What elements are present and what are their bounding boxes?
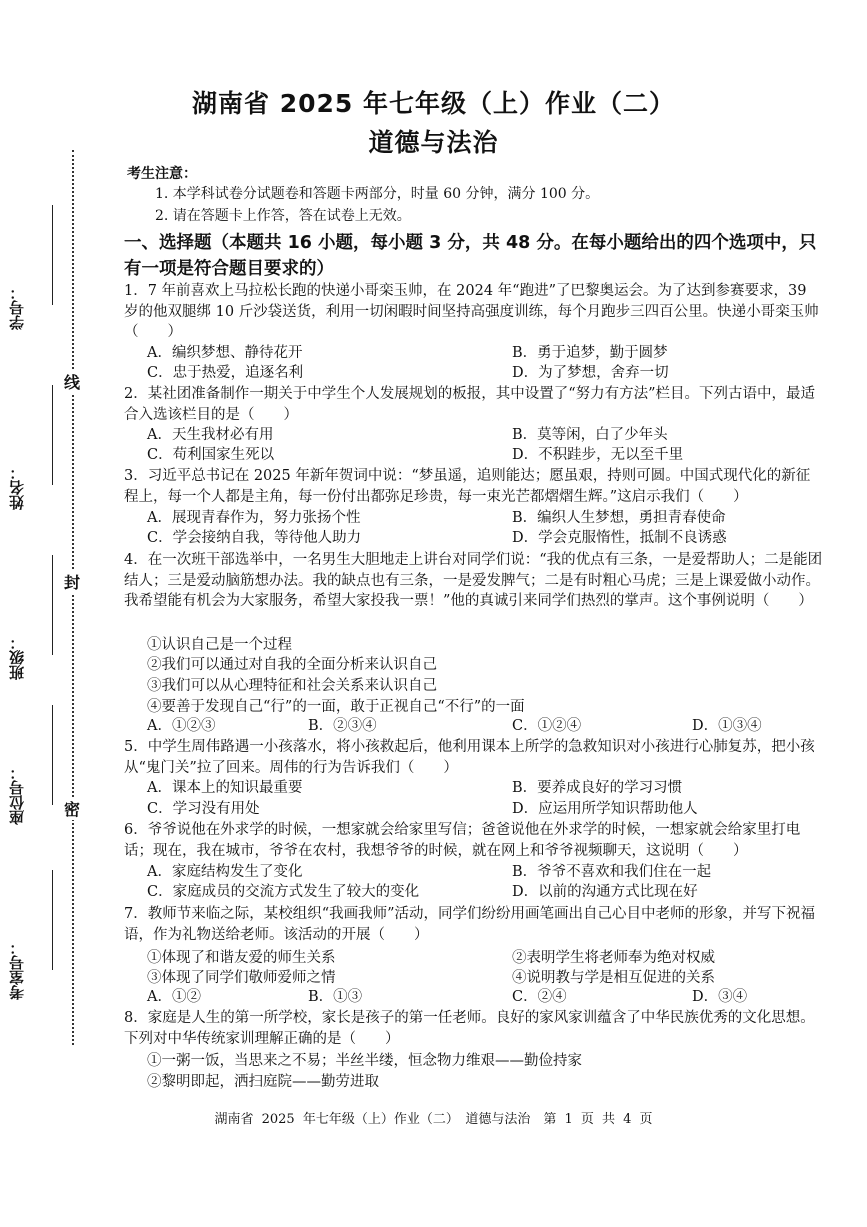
question-6 [124,820,824,861]
statement-4: ④说明教与学是相互促进的关系 [512,970,715,986]
student-id-field [8,205,54,365]
question-4 [124,550,824,612]
seal-char-mi: 密 [62,797,82,820]
option-c: C．学习没有用处 [147,801,260,817]
option-b: B．勇于追梦，勤于圆梦 [512,345,668,361]
class-label: 班级： [8,635,26,680]
room-line [52,870,53,970]
statement-1: ①体现了和谐友爱的师生关系 [147,950,336,966]
class-field [8,555,54,715]
option-b: B．要养成良好的学习习惯 [512,780,683,796]
option-a: A．展现青春作为，努力张扬个性 [147,510,361,526]
option-a: A．①② [147,989,201,1005]
question-2 [124,384,824,425]
option-b: B．爷爷不喜欢和我们住在一起 [512,864,712,880]
option-d: D．不积跬步，无以至千里 [512,447,684,463]
option-c: C．①②④ [512,718,582,734]
option-c: C．②④ [512,989,567,1005]
statement-3: ③体现了同学们敬师爱师之情 [147,970,336,986]
notice-item: 1. 本学科试卷分试题卷和答题卡两部分，时量 60 分钟，满分 100 分。 [155,186,600,202]
question-3 [124,466,824,507]
statement-2: ②黎明即起，洒扫庭院——勤劳进取 [147,1074,379,1090]
name-field [8,385,54,545]
option-d: D．为了梦想，舍弃一切 [512,365,669,381]
notice-item: 2. 请在答题卡上作答，答在试卷上无效。 [155,208,411,224]
option-a: A．家庭结构发生了变化 [147,864,303,880]
option-c: C．家庭成员的交流方式发生了较大的变化 [147,884,420,900]
seat-line [52,705,53,805]
name-line [52,385,53,485]
option-c: C．学会接纳自我，等待他人助力 [147,530,362,546]
option-d: D．学会克服惰性，抵制不良诱惑 [512,530,727,546]
section-heading: 一、选择题（本题共 16 小题，每小题 3 分，共 48 分。在每小题给出的四个选项中，只有一项是符合题目要求的） [124,233,817,279]
option-c: C．苟利国家生死以 [147,447,275,463]
question-stem: 8．家庭是人生的第一所学校，家长是孩子的第一任老师。良好的家风家训蕴含了中华民族优秀的文化思想。下列对中华传统家训理解正确的是（ ） [124,1010,815,1047]
statement-2: ②表明学生将老师奉为绝对权威 [512,950,715,966]
option-b: B．莫等闲，白了少年头 [512,427,668,443]
statement-2: ②我们可以通过对自我的全面分析来认识自己 [147,657,437,673]
option-b: B．①③ [308,989,363,1005]
statement-1: ①一粥一饭，当思来之不易；半丝半缕，恒念物力维艰——勤俭持家 [147,1053,582,1069]
question-stem: 1．7 年前喜欢上马拉松长跑的快递小哥栾玉帅，在 2024 年“跑进”了巴黎奥运会。为了达到参赛要求，39 岁的他双腿绑 10 斤沙袋送货，利用一切闲暇时间坚持高强度训练，每个月跑步三四百公里。快递小哥栾玉帅（ ） [124,283,819,340]
class-line [52,555,53,655]
option-d: D．以前的沟通方式比现在好 [512,884,698,900]
option-a: A．课本上的知识最重要 [147,780,303,796]
statement-4: ④要善于发现自己“行”的一面，敢于正视自己“不行”的一面 [147,699,525,715]
question-5 [124,737,824,778]
statement-3: ③我们可以从心理特征和社会关系来认识自己 [147,678,437,694]
exam-title: 湖南省 2025 年七年级（上）作业（二） [192,89,675,118]
page-footer: 湖南省 2025 年七年级（上）作业（二） 道德与法治 第 1 页 共 4 页 [214,1112,653,1127]
option-a: A．天生我材必有用 [147,427,274,443]
statement-1: ①认识自己是一个过程 [147,637,292,653]
option-a: A．编织梦想、静待花开 [147,345,303,361]
question-stem: 2．某社团准备制作一期关于中学生个人发展规划的板报，其中设置了“努力有方法”栏目。下列古语中，最适合入选该栏目的是（ ） [124,386,816,423]
question-stem: 4．在一次班干部选举中，一名男生大胆地走上讲台对同学们说：“我的优点有三条，一是爱帮助人；二是能团结人；三是爱动脑筋想办法。我的缺点也有三条，一是爱发脾气；二是有时粗心马虎；三是上课爱做小动作。我希望能有机会为大家服务，希望大家投我一票！”他的真诚引来同学们热烈的掌声。这个事例说明（ ） [124,552,823,609]
question-stem: 7．教师节来临之际，某校组织“我画我师”活动，同学们纷纷用画笔画出自己心目中老师的形象，并写下祝福语，作为礼物送给老师。该活动的开展（ ） [124,906,816,943]
seal-char-feng: 封 [62,570,82,593]
student-id-label: 学号： [8,285,26,330]
exam-subject: 道德与法治 [368,128,499,157]
room-label: 考室号： [8,940,26,1000]
room-field [8,870,54,1030]
question-7 [124,904,824,945]
question-stem: 6．爷爷说他在外求学的时候，一想家就会给家里写信；爸爸说他在外求学的时候，一想家就会给家里打电话；现在，我在城市，爷爷在农村，我想爷爷的时候，就在网上和爷爷视频聊天，这说明（ ） [124,822,801,859]
option-a: A．①②③ [147,718,216,734]
option-b: B．②③④ [308,718,377,734]
option-c: C．忠于热爱，追逐名利 [147,365,304,381]
name-label: 姓名： [8,465,26,510]
notice-heading: 考生注意： [127,166,197,182]
binding-dotted-line [72,150,74,1045]
option-b: B．编织人生梦想，勇担青春使命 [512,510,726,526]
question-stem: 3．习近平总书记在 2025 年新年贺词中说：“梦虽遥，追则能达；愿虽艰，持则可圆。中国式现代化的新征程上，每一个人都是主角，每一份付出都弥足珍贵，每一束光芒都熠熠生辉。”这启示我们（ ） [124,468,811,505]
question-stem: 5．中学生周伟路遇一小孩落水，将小孩救起后，他利用课本上所学的急救知识对小孩进行心肺复苏，把小孩从“鬼门关”拉了回来。周伟的行为告诉我们（ ） [124,739,815,776]
seal-char-xian: 线 [62,370,82,393]
question-1 [124,281,824,343]
option-d: D．①③④ [692,718,762,734]
student-id-line [52,205,53,305]
option-d: D．③④ [692,989,748,1005]
seat-label: 座位号： [8,765,26,825]
option-d: D．应运用所学知识帮助他人 [512,801,698,817]
question-8 [124,1008,824,1049]
seat-field [8,705,54,865]
